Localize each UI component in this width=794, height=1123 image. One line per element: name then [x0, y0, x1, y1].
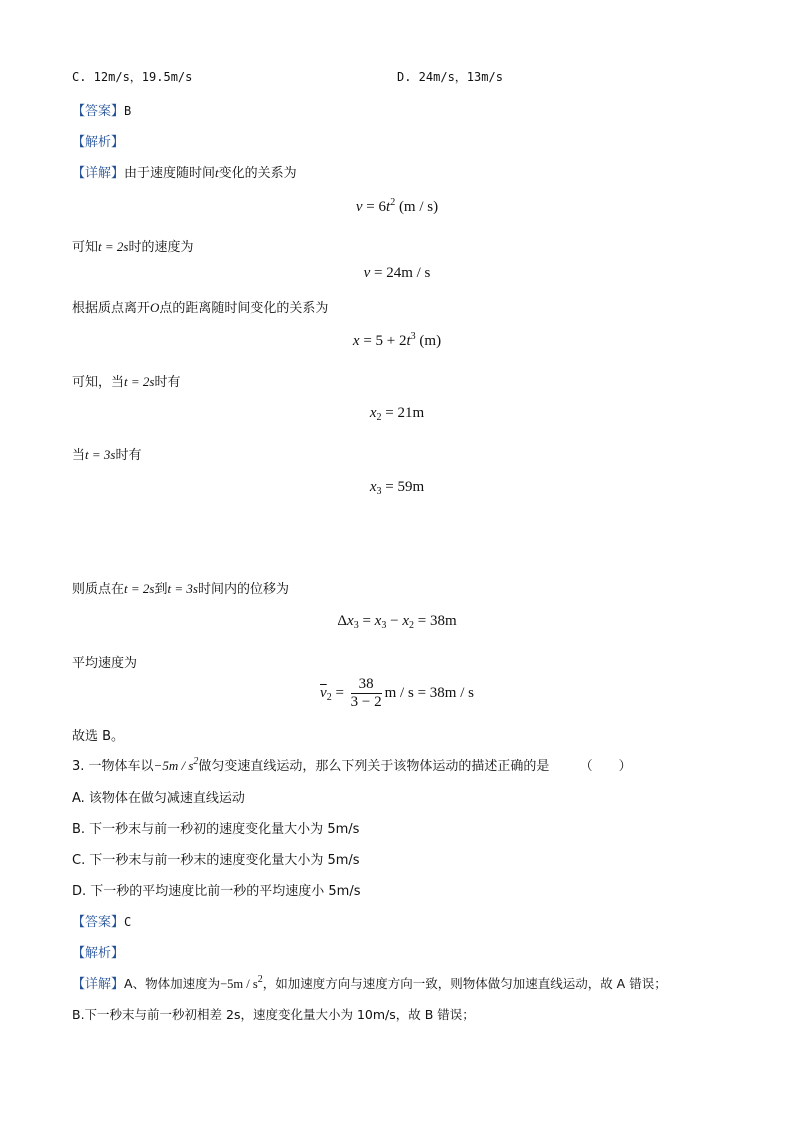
math-var: t = 3s [167, 581, 198, 596]
detail-text: A、物体加速度为 [124, 976, 221, 991]
detail-text: 当 [72, 448, 86, 463]
detail-tag: 【详解】 [72, 977, 125, 992]
answer-tag: 【答案】 [72, 104, 125, 119]
detail-line-2 [72, 236, 193, 255]
detail-line-5 [72, 444, 141, 463]
detail-text: 到 [154, 582, 168, 597]
detail-text: 时的速度为 [128, 240, 194, 255]
q3-option-b: B. 下一秒末与前一秒初的速度变化量大小为 5m/s [72, 822, 360, 837]
detail-tag: 【详解】 [72, 166, 125, 181]
detail-text: 点的距离随时间变化的关系为 [159, 301, 329, 316]
fraction [351, 676, 382, 711]
detail-text: 时有 [154, 375, 181, 390]
math-var: t [215, 165, 219, 180]
detail-text: 根据质点离开 [72, 301, 151, 316]
analysis-tag: 【解析】 [72, 135, 125, 150]
equation-v-24: v = 24m / s [363, 265, 431, 281]
detail-line-8: 故选 B。 [72, 729, 125, 744]
option-c: C. 12m/s，19.5m/s [72, 70, 193, 84]
math-var: t = 2s [124, 581, 155, 596]
q3-option-d: D. 下一秒的平均速度比前一秒的平均速度小 5m/s [72, 884, 361, 899]
q3-stem: 3. 一物体车以$-5m / s^2$做匀变速直线运动，那么下列关于该物体运动的描述正确的是 （ ） [72, 756, 632, 774]
stem-text: 3. 一物体车以 [72, 759, 154, 774]
fraction-numerator: 38 [351, 676, 382, 694]
stem-text: 做匀变速直线运动，那么下列关于该物体运动的描述正确的是 [198, 759, 550, 774]
answer-value: B [124, 104, 132, 118]
answer-bracket: （ ） [579, 759, 632, 774]
detail-text: 则质点在 [72, 582, 125, 597]
detail-line-4 [72, 371, 180, 390]
detail-text: 时有 [115, 448, 142, 463]
answer-tag: 【答案】 [72, 915, 125, 930]
equation-x2: $x_2 = 21m$ [369, 405, 425, 423]
equation-average-velocity: $\overline{v}_2$ = $\frac{38}{3 - 2}$ m / s = 38m / s [320, 676, 474, 710]
equation-velocity: $v = 6t^2$ (m / s) [355, 197, 439, 215]
equation-position: $x = 5 + 2t^3$ (m) [352, 331, 442, 349]
detail-text: 可知 [72, 240, 99, 255]
answer-line [72, 100, 131, 119]
math-var: t = 2s [124, 374, 155, 389]
math-var: t = 3s [85, 447, 116, 462]
detail-line-1 [72, 162, 297, 181]
q3-detail-line-2: B.下一秒末与前一秒初相差 2s，速度变化量大小为 10m/s，故 B 错误； [72, 1007, 475, 1022]
detail-text: 变化的关系为 [218, 166, 297, 181]
q3-analysis-tag: 【解析】 [72, 946, 125, 961]
detail-text: 时间内的位移为 [197, 582, 289, 597]
q3-detail-line-1: 【详解】A、物体加速度为$-5m / s^2$，如加速度方向与速度方向一致，则物体做匀加速直线运动，故 A 错误； [72, 974, 667, 992]
detail-line-7: 平均速度为 [72, 656, 138, 671]
equation-displacement: $\Delta x_3 = x_3 - x_2 = 38m$ [337, 613, 457, 631]
option-d: D. 24m/s，13m/s [397, 70, 503, 84]
math-var: O [150, 300, 160, 315]
detail-text: 可知，当 [72, 375, 125, 390]
q3-answer-line [72, 911, 131, 930]
answer-value: C [124, 915, 132, 929]
detail-line-6 [72, 578, 289, 597]
detail-line-3 [72, 297, 328, 316]
math-var: t = 2s [98, 239, 129, 254]
equation-x3: $x_3 = 59m$ [369, 479, 425, 497]
fraction-denominator: 3 − 2 [350, 694, 382, 710]
detail-text: ，如加速度方向与速度方向一致，则物体做匀加速直线运动，故 A 错误； [262, 976, 667, 991]
detail-text: 由于速度随时间 [124, 166, 216, 181]
q3-option-c: C. 下一秒末与前一秒末的速度变化量大小为 5m/s [72, 853, 360, 868]
q3-option-a: A. 该物体在做匀减速直线运动 [72, 791, 245, 806]
